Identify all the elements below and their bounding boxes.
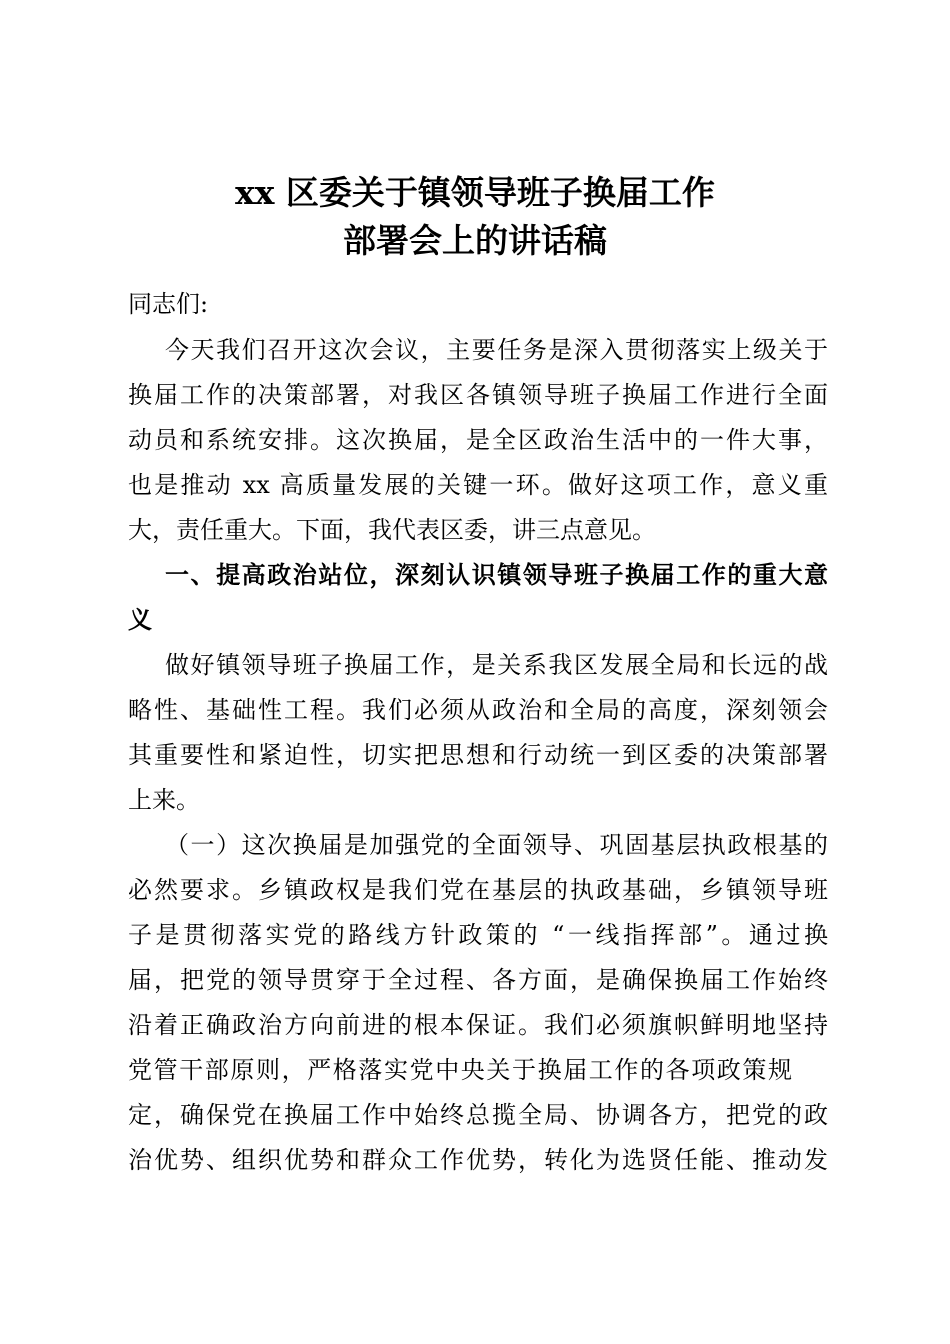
section-heading-1: 一、提高政治站位，深刻认识镇领导班子换届工作的重大意 (165, 560, 828, 589)
paragraph-line: 治优势、组织优势和群众工作优势，转化为选贤任能、推动发 (128, 1146, 828, 1174)
intro-line: 换届工作的决策部署，对我区各镇领导班子换届工作进行全面 (128, 381, 828, 409)
paragraph-line: 子是贯彻落实党的路线方针政策的 “一线指挥部”。通过换 (128, 921, 828, 949)
paragraph-line: 做好镇领导班子换届工作，是关系我区发展全局和长远的战 (165, 651, 828, 679)
intro-line: 也是推动 xx 高质量发展的关键一环。做好这项工作，意义重 (128, 471, 828, 499)
subsection-line: （一）这次换届是加强党的全面领导、巩固基层执政根基的 (165, 831, 828, 859)
document-title-line-2: 部署会上的讲话稿 (343, 221, 607, 260)
paragraph-line: 上来。 (128, 786, 200, 814)
paragraph-line: 沿着正确政治方向前进的根本保证。我们必须旗帜鲜明地坚持 (128, 1011, 828, 1039)
paragraph-line: 党管干部原则，严格落实党中央关于换届工作的各项政策规 (128, 1056, 792, 1084)
paragraph-line: 定，确保党在换届工作中始终总揽全局、协调各方，把党的政 (128, 1101, 828, 1129)
intro-line: 今天我们召开这次会议，主要任务是深入贯彻落实上级关于 (165, 336, 828, 364)
paragraph-line: 略性、基础性工程。我们必须从政治和全局的高度，深刻领会 (128, 696, 828, 724)
document-title-line-1: xx 区委关于镇领导班子换届工作 (235, 173, 715, 212)
paragraph-line: 必然要求。乡镇政权是我们党在基层的执政基础，乡镇领导班 (128, 876, 828, 904)
greeting: 同志们: (128, 290, 209, 318)
section-heading-1: 义 (128, 605, 152, 634)
paragraph-line: 其重要性和紧迫性，切实把思想和行动统一到区委的决策部署 (128, 741, 828, 769)
intro-line: 动员和系统安排。这次换届，是全区政治生活中的一件大事， (128, 426, 828, 454)
paragraph-line: 届，把党的领导贯穿于全过程、各方面，是确保换届工作始终 (128, 966, 828, 994)
intro-line: 大，责任重大。下面，我代表区委，讲三点意见。 (128, 516, 656, 544)
